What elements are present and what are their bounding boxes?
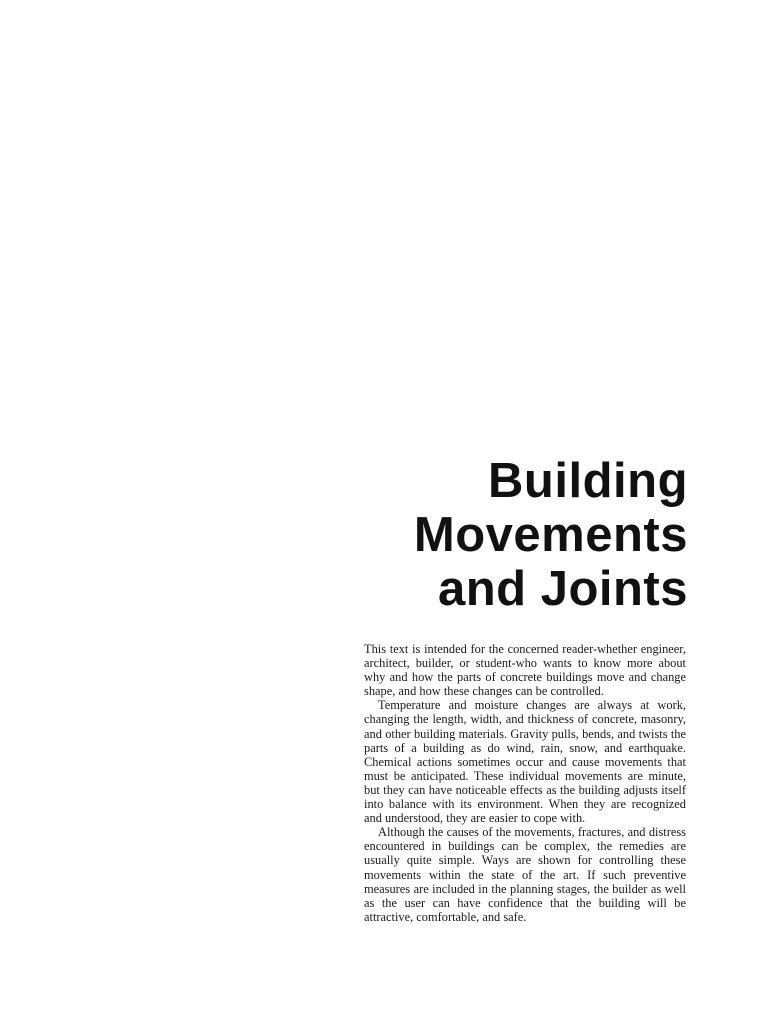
title-line-2: Movements bbox=[413, 508, 688, 562]
description-text bbox=[364, 642, 686, 924]
paragraph-causes: Temperature and moisture changes are always at work, changing the length, width, and thickness of concrete, masonry, and other building materials. Gravity pulls, bends, and twists the parts of a building as do wind, rain, snow, and earthquake. Chemical actions sometimes occur and cause movements that must be anticipated. These individual movements are minute, but they can have noticeable effects as the building adjusts itself into balance with its environment. When they are recognized and understood, they are easier to cope with. bbox=[364, 698, 686, 826]
title-line-1: Building bbox=[488, 454, 688, 508]
title-line-3: and Joints bbox=[437, 562, 688, 616]
paragraph-intro: This text is intended for the concerned reader-whether engineer, architect, builder, or student-who wants to know more about why and how the parts of concrete buildings move and change shape, and how these changes can be controlled. bbox=[364, 642, 686, 699]
book-title bbox=[414, 454, 688, 616]
paragraph-remedies: Although the causes of the movements, fractures, and distress encountered in buildings can be complex, the remedies are usually quite simple. Ways are shown for controlling these movements within the state of the art. If such preventive measures are included in the planning stages, the builder as well as the user can have confidence that the building will be attractive, comfortable, and safe. bbox=[364, 825, 686, 924]
